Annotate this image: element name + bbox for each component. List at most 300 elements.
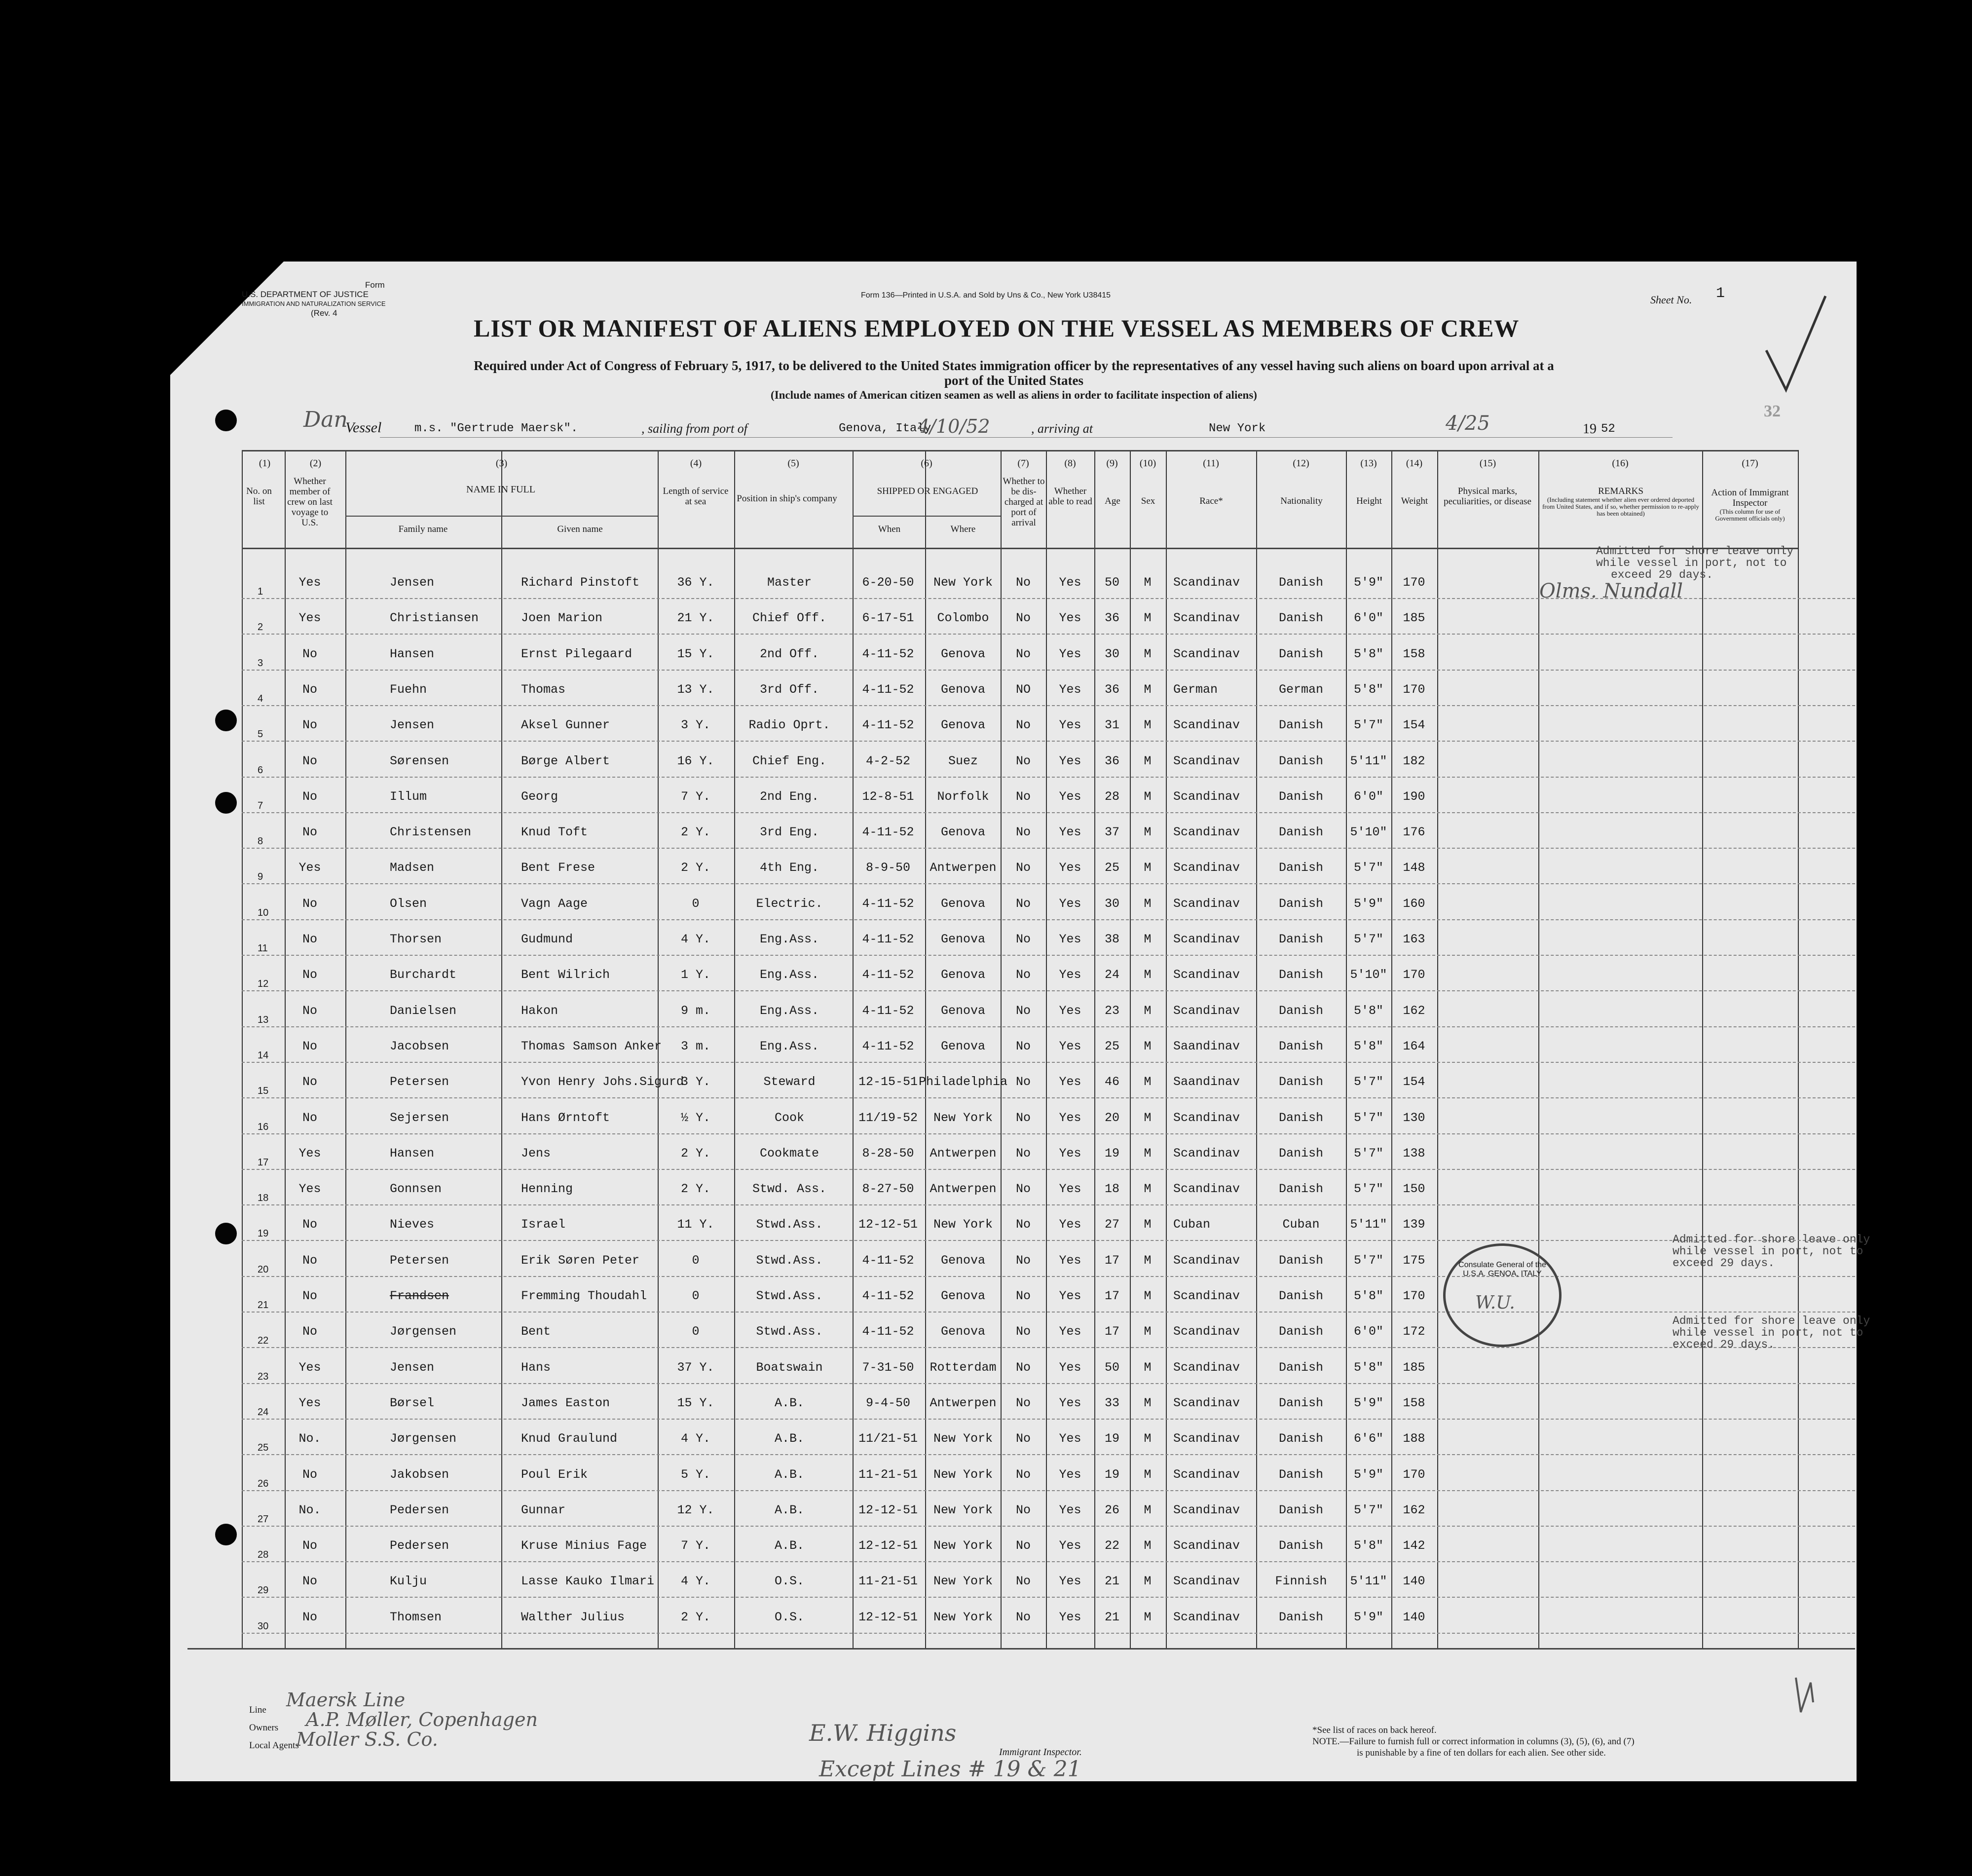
header-remarks-sub: (Including statement whether alien ever ordered deported from United States, and if so, whether permission to re-apply has been obtained) (1542, 496, 1700, 517)
header-rule (242, 548, 1798, 549)
row-number: 5 (258, 729, 263, 740)
cell-position: Stwd. Ass. (752, 1182, 827, 1197)
cell-given: James Easton (521, 1395, 610, 1410)
cell-nat: Danish (1278, 1538, 1324, 1553)
header-discharged: Whether to be dis-charged at port of arrival (1003, 476, 1045, 528)
cell-read: Yes (1059, 1039, 1081, 1053)
cell-age: 19 (1104, 1146, 1120, 1161)
cell-given: Gudmund (521, 932, 573, 946)
exempt-note: Except Lines # 19 & 21 (819, 1757, 1081, 1782)
cell-weight: 170 (1403, 1289, 1425, 1303)
cell-height: 5'9" (1353, 1395, 1384, 1410)
cell-disch: No (1015, 1324, 1031, 1339)
cell-read: Yes (1059, 611, 1081, 626)
cell-position: Chief Off. (752, 611, 827, 626)
row-number: 13 (258, 1014, 269, 1025)
cell-length: 4 Y. (680, 1431, 711, 1446)
cell-age: 19 (1104, 1467, 1120, 1482)
cell-height: 6'0" (1353, 611, 1384, 626)
cell-race: Scandinav (1173, 896, 1240, 911)
cell-family: Fuehn (390, 682, 427, 697)
column-number: (10) (1139, 458, 1156, 469)
row-number: 19 (258, 1228, 269, 1239)
row-number: 25 (258, 1442, 269, 1454)
cell-nat: Danish (1278, 1502, 1324, 1517)
cell-where: New York (933, 1431, 993, 1446)
cell-position: Boatswain (756, 1360, 823, 1375)
cell-weight: 172 (1403, 1324, 1425, 1339)
cell-when: 12-12-51 (858, 1538, 918, 1553)
header-age: Age (1105, 496, 1120, 506)
cell-weight: 154 (1403, 718, 1425, 733)
cell-prev: No (302, 1217, 318, 1232)
cell-race: Scandinav (1173, 1610, 1240, 1624)
row-rule (242, 1026, 1855, 1027)
header-family-name: Family name (398, 524, 448, 534)
cell-height: 5'7" (1353, 861, 1384, 875)
header-race: Race* (1199, 496, 1223, 506)
note-line: exceed 29 days. (1611, 568, 1713, 581)
cell-given: Georg (521, 789, 558, 804)
row-rule (242, 670, 1855, 671)
cell-age: 21 (1104, 1574, 1120, 1589)
cell-position: Steward (763, 1075, 816, 1089)
header-position: Position in ship's company (737, 493, 837, 504)
cell-position: 2nd Off. (759, 646, 819, 661)
torn-corner (170, 262, 284, 375)
column-number: (5) (787, 458, 799, 469)
row-rule (242, 1526, 1855, 1527)
row-number: 22 (258, 1335, 269, 1347)
row-number: 29 (258, 1585, 269, 1596)
cell-family: Nieves (390, 1217, 435, 1232)
cell-height: 5'8" (1353, 1538, 1384, 1553)
row-rule (242, 1597, 1855, 1598)
cell-weight: 158 (1403, 646, 1425, 661)
cell-height: 5'7" (1353, 1075, 1384, 1089)
agents-value: Moller S.S. Co. (296, 1728, 438, 1750)
cell-where: Rotterdam (930, 1360, 997, 1375)
cell-read: Yes (1059, 575, 1081, 590)
row-number: 16 (258, 1121, 269, 1132)
cell-nat: Danish (1278, 1610, 1324, 1624)
cell-sex: M (1144, 861, 1152, 875)
row-number: 7 (258, 800, 263, 811)
cell-nat: Danish (1278, 789, 1324, 804)
sailing-date: 4/10/52 (918, 415, 990, 437)
row-rule (242, 1561, 1855, 1562)
cell-sex: M (1144, 1395, 1152, 1410)
cell-sex: M (1144, 1431, 1152, 1446)
cell-where: New York (933, 1610, 993, 1624)
cell-height: 5'8" (1353, 646, 1384, 661)
cell-family: Burchardt (390, 968, 457, 982)
subtitle-line: (Include names of American citizen seamen as well as aliens in order to facilitate inspection of aliens) (771, 389, 1257, 401)
cell-sex: M (1144, 718, 1152, 733)
cell-sex: M (1144, 1182, 1152, 1197)
cell-nat: Finnish (1275, 1574, 1327, 1589)
cell-given: Israel (521, 1217, 566, 1232)
cell-race: Scandinav (1173, 825, 1240, 840)
table-bottom-rule (187, 1648, 1855, 1650)
column-number: (16) (1612, 458, 1629, 469)
cell-height: 5'7" (1353, 1502, 1384, 1517)
cell-sex: M (1144, 1003, 1152, 1018)
cell-disch: No (1015, 932, 1031, 946)
note-text: —Failure to furnish full or correct information in columns (3), (5), (6), and (7) (1339, 1736, 1635, 1747)
stamp-center: W.U. (1475, 1293, 1515, 1313)
row-number: 1 (258, 586, 263, 597)
row-rule (242, 1240, 1855, 1241)
cell-family: Jørgensen (390, 1324, 457, 1339)
cell-length: 0 (692, 896, 700, 911)
cell-weight: 163 (1403, 932, 1425, 946)
column-rule (242, 450, 243, 1648)
cell-weight: 182 (1403, 753, 1425, 768)
cell-age: 24 (1104, 968, 1120, 982)
header-action-sub: (This column for use of Government officials only) (1715, 508, 1785, 522)
cell-family: Thomsen (390, 1610, 442, 1624)
cell-family: Jensen (390, 575, 435, 590)
owners-label: Owners (249, 1723, 279, 1733)
cell-length: 36 Y. (677, 575, 714, 590)
cell-prev: No (302, 1610, 318, 1624)
cell-race: Scandinav (1173, 861, 1240, 875)
cell-disch: No (1015, 1146, 1031, 1161)
cell-nat: Danish (1278, 753, 1324, 768)
cell-read: Yes (1059, 1502, 1081, 1517)
cell-read: Yes (1059, 1610, 1081, 1624)
cell-nat: Danish (1278, 575, 1324, 590)
shipped-sub-rule (853, 516, 1001, 517)
cell-height: 5'7" (1353, 1110, 1384, 1125)
cell-length: 11 Y. (677, 1217, 714, 1232)
cell-nat: Cuban (1282, 1217, 1320, 1232)
cell-length: 13 Y. (677, 682, 714, 697)
cell-sex: M (1144, 1538, 1152, 1553)
cell-length: 2 Y. (680, 825, 711, 840)
cell-given: Ernst Pilegaard (521, 646, 633, 661)
cell-sex: M (1144, 1289, 1152, 1303)
cell-position: Eng.Ass. (759, 1003, 819, 1018)
cell-where: Genova (940, 932, 986, 946)
cell-prev: Yes (298, 861, 321, 875)
cell-when: 4-11-52 (862, 896, 914, 911)
punch-hole (215, 1524, 237, 1545)
column-number: (11) (1203, 458, 1219, 469)
cell-nat: Danish (1278, 1110, 1324, 1125)
cell-weight: 170 (1403, 682, 1425, 697)
cell-given: Gunnar (521, 1502, 566, 1517)
cell-where: Genova (940, 968, 986, 982)
column-rule (1046, 450, 1047, 1648)
row-number: 15 (258, 1086, 269, 1097)
cell-height: 5'8" (1353, 1289, 1384, 1303)
cell-when: 12-12-51 (858, 1217, 918, 1232)
row-rule (242, 1062, 1855, 1063)
column-number: (9) (1106, 458, 1118, 469)
cell-height: 5'7" (1353, 1182, 1384, 1197)
cell-given: Thomas Samson Anker (521, 1039, 662, 1053)
cell-prev: No (302, 896, 318, 911)
cell-read: Yes (1059, 1395, 1081, 1410)
cell-age: 27 (1104, 1217, 1120, 1232)
cell-position: 2nd Eng. (759, 789, 819, 804)
note-line: Admitted for shore leave only (1673, 1233, 1870, 1246)
cell-when: 6-17-51 (862, 611, 914, 626)
cell-height: 5'9" (1353, 1467, 1384, 1482)
cell-length: 15 Y. (677, 1395, 714, 1410)
cell-read: Yes (1059, 825, 1081, 840)
cell-read: Yes (1059, 1110, 1081, 1125)
cell-age: 18 (1104, 1182, 1120, 1197)
row-number: 9 (258, 871, 263, 883)
row-number: 3 (258, 657, 263, 669)
cell-given: Fremming Thoudahl (521, 1289, 647, 1303)
column-rule (1798, 450, 1799, 1648)
punch-hole (215, 1223, 237, 1244)
cell-position: A.B. (774, 1467, 805, 1482)
cell-sex: M (1144, 1502, 1152, 1517)
cell-height: 5'11" (1350, 1217, 1387, 1232)
cell-where: New York (933, 1502, 993, 1517)
cell-nat: Danish (1278, 646, 1324, 661)
cell-position: A.B. (774, 1538, 805, 1553)
cell-where: Antwerpen (930, 861, 997, 875)
cell-given: Poul Erik (521, 1467, 588, 1482)
cell-when: 4-11-52 (862, 1253, 914, 1268)
row-number: 10 (258, 907, 269, 918)
cell-age: 36 (1104, 753, 1120, 768)
row-rule (242, 1490, 1855, 1491)
cell-when: 4-11-52 (862, 1289, 914, 1303)
cell-nat: Danish (1278, 1075, 1324, 1089)
column-rule (1094, 450, 1095, 1648)
inspector-initials: Olms. Nundall (1539, 580, 1683, 602)
column-rule (345, 450, 346, 1648)
cell-position: A.B. (774, 1395, 805, 1410)
cell-given: Richard Pinstoft (521, 575, 640, 590)
column-rule (1538, 450, 1539, 1648)
cell-weight: 188 (1403, 1431, 1425, 1446)
consulate-stamp (1443, 1243, 1562, 1347)
cell-disch: No (1015, 1182, 1031, 1197)
cell-when: 12-12-51 (858, 1502, 918, 1517)
cell-family: Frandsen (390, 1289, 449, 1303)
cell-sex: M (1144, 1574, 1152, 1589)
cell-when: 4-11-52 (862, 825, 914, 840)
cell-length: 2 Y. (680, 861, 711, 875)
cell-age: 30 (1104, 896, 1120, 911)
cell-given: Vagn Aage (521, 896, 588, 911)
cell-sex: M (1144, 1146, 1152, 1161)
cell-nat: Danish (1278, 1182, 1324, 1197)
cell-nat: Danish (1278, 861, 1324, 875)
cell-when: 4-2-52 (865, 753, 911, 768)
cell-when: 11-21-51 (858, 1467, 918, 1482)
note-line: exceed 29 days. (1673, 1257, 1775, 1270)
cell-height: 5'7" (1353, 932, 1384, 946)
row-rule (242, 1312, 1855, 1313)
row-rule (242, 1419, 1855, 1420)
cell-age: 21 (1104, 1610, 1120, 1624)
year-value: 52 (1601, 422, 1615, 436)
cell-race: Scandinav (1173, 1538, 1240, 1553)
cell-family: Jørgensen (390, 1431, 457, 1446)
cell-length: 7 Y. (680, 1538, 711, 1553)
cell-age: 36 (1104, 611, 1120, 626)
cell-length: 3 Y. (680, 718, 711, 733)
cell-height: 5'8" (1353, 1039, 1384, 1053)
row-rule (242, 812, 1855, 813)
cell-where: New York (933, 1110, 993, 1125)
column-rule (1166, 450, 1167, 1648)
cell-disch: No (1015, 646, 1031, 661)
cell-length: 4 Y. (680, 932, 711, 946)
column-rule (1001, 450, 1002, 1648)
cell-age: 20 (1104, 1110, 1120, 1125)
header-when: When (878, 524, 901, 534)
row-rule (242, 1347, 1855, 1348)
cell-sex: M (1144, 646, 1152, 661)
note-line: Admitted for shore leave only (1596, 545, 1794, 558)
cell-weight: 170 (1403, 575, 1425, 590)
cell-where: Suez (948, 753, 978, 768)
cell-prev: No (302, 932, 318, 946)
column-rule (1437, 450, 1438, 1648)
cell-when: 4-11-52 (862, 646, 914, 661)
cell-position: Electric. (756, 896, 823, 911)
row-rule (242, 1204, 1855, 1205)
arrival-port: New York (1209, 422, 1266, 435)
cell-read: Yes (1059, 1324, 1081, 1339)
footer-handwriting (286, 1690, 538, 1749)
cell-weight: 142 (1403, 1538, 1425, 1553)
row-rule (242, 705, 1855, 706)
cell-nat: German (1278, 682, 1324, 697)
cell-sex: M (1144, 1324, 1152, 1339)
column-rule (1130, 450, 1131, 1648)
cell-length: 21 Y. (677, 611, 714, 626)
cell-race: Scandinav (1173, 1574, 1240, 1589)
header-physical-marks: Physical marks, peculiarities, or disease (1444, 486, 1531, 507)
cell-prev: No (302, 1289, 318, 1303)
row-rule (242, 741, 1855, 742)
cell-age: 26 (1104, 1502, 1120, 1517)
cell-family: Olsen (390, 896, 427, 911)
cell-where: New York (933, 1538, 993, 1553)
cell-given: Hans (521, 1360, 551, 1375)
cell-where: New York (933, 575, 993, 590)
cell-disch: No (1015, 1289, 1031, 1303)
cell-read: Yes (1059, 682, 1081, 697)
cell-read: Yes (1059, 861, 1081, 875)
header-nationality: Nationality (1280, 496, 1323, 506)
cell-weight: 130 (1403, 1110, 1425, 1125)
cell-when: 4-11-52 (862, 1324, 914, 1339)
cell-read: Yes (1059, 1538, 1081, 1553)
cell-nat: Danish (1278, 611, 1324, 626)
cell-prev: No (302, 1253, 318, 1268)
cell-where: Genova (940, 825, 986, 840)
cell-read: Yes (1059, 1574, 1081, 1589)
cell-when: 8-9-50 (865, 861, 911, 875)
cell-read: Yes (1059, 718, 1081, 733)
cell-weight: 162 (1403, 1003, 1425, 1018)
cell-given: Hans Ørntoft (521, 1110, 610, 1125)
column-rule (1702, 450, 1703, 1648)
cell-age: 50 (1104, 575, 1120, 590)
cell-family: Danielsen (390, 1003, 457, 1018)
cell-position: Eng.Ass. (759, 968, 819, 982)
cell-height: 5'8" (1353, 1360, 1384, 1375)
owners-value: A.P. Møller, Copenhagen (306, 1709, 538, 1730)
cell-given: Knud Graulund (521, 1431, 618, 1446)
cell-position: A.B. (774, 1431, 805, 1446)
cell-disch: No (1015, 718, 1031, 733)
cell-age: 31 (1104, 718, 1120, 733)
cell-height: 5'10" (1350, 825, 1387, 840)
cell-when: 4-11-52 (862, 1039, 914, 1053)
cell-disch: No (1015, 968, 1031, 982)
cell-sex: M (1144, 968, 1152, 982)
cell-prev: No (302, 1538, 318, 1553)
cell-position: Cookmate (759, 1146, 819, 1161)
header-name-in-full: NAME IN FULL (466, 484, 535, 495)
cell-weight: 150 (1403, 1182, 1425, 1197)
note-line: while vessel in port, not to (1673, 1245, 1863, 1258)
corner-number: 32 (1764, 402, 1781, 420)
cell-given: Walther Julius (521, 1610, 625, 1624)
cell-prev: No (302, 789, 318, 804)
cell-read: Yes (1059, 1003, 1081, 1018)
cell-race: Scandinav (1173, 1360, 1240, 1375)
header-remarks: REMARKS (1598, 486, 1643, 496)
header-length-service: Length of service at sea (663, 486, 729, 507)
shore-leave-note (1673, 1315, 1870, 1351)
cell-race: Scandinav (1173, 1502, 1240, 1517)
cell-when: 4-11-52 (862, 1003, 914, 1018)
cell-sex: M (1144, 1110, 1152, 1125)
cell-when: 9-4-50 (865, 1395, 911, 1410)
cell-sex: M (1144, 1360, 1152, 1375)
cell-age: 33 (1104, 1395, 1120, 1410)
cell-age: 50 (1104, 1360, 1120, 1375)
vessel-label: Vessel (345, 419, 382, 436)
column-number: (17) (1742, 458, 1758, 469)
cell-prev: Yes (298, 611, 321, 626)
cell-weight: 175 (1403, 1253, 1425, 1268)
row-rule (242, 883, 1855, 884)
cell-prev: No (302, 646, 318, 661)
cell-race: Scandinav (1173, 932, 1240, 946)
cell-read: Yes (1059, 1253, 1081, 1268)
cell-disch: No (1015, 1003, 1031, 1018)
cell-where: Genova (940, 646, 986, 661)
column-number: (3) (495, 458, 508, 469)
cell-length: 0 (692, 1253, 700, 1268)
cell-position: Stwd.Ass. (756, 1324, 823, 1339)
cell-read: Yes (1059, 1467, 1081, 1482)
cell-weight: 140 (1403, 1574, 1425, 1589)
cell-disch: No (1015, 753, 1031, 768)
cell-family: Hansen (390, 646, 435, 661)
cell-when: 7-31-50 (862, 1360, 914, 1375)
cell-length: 2 Y. (680, 1146, 711, 1161)
cell-height: 5'8" (1353, 1003, 1384, 1018)
header-action: Action of Immigrant Inspector (1711, 488, 1789, 508)
cell-where: New York (933, 1574, 993, 1589)
